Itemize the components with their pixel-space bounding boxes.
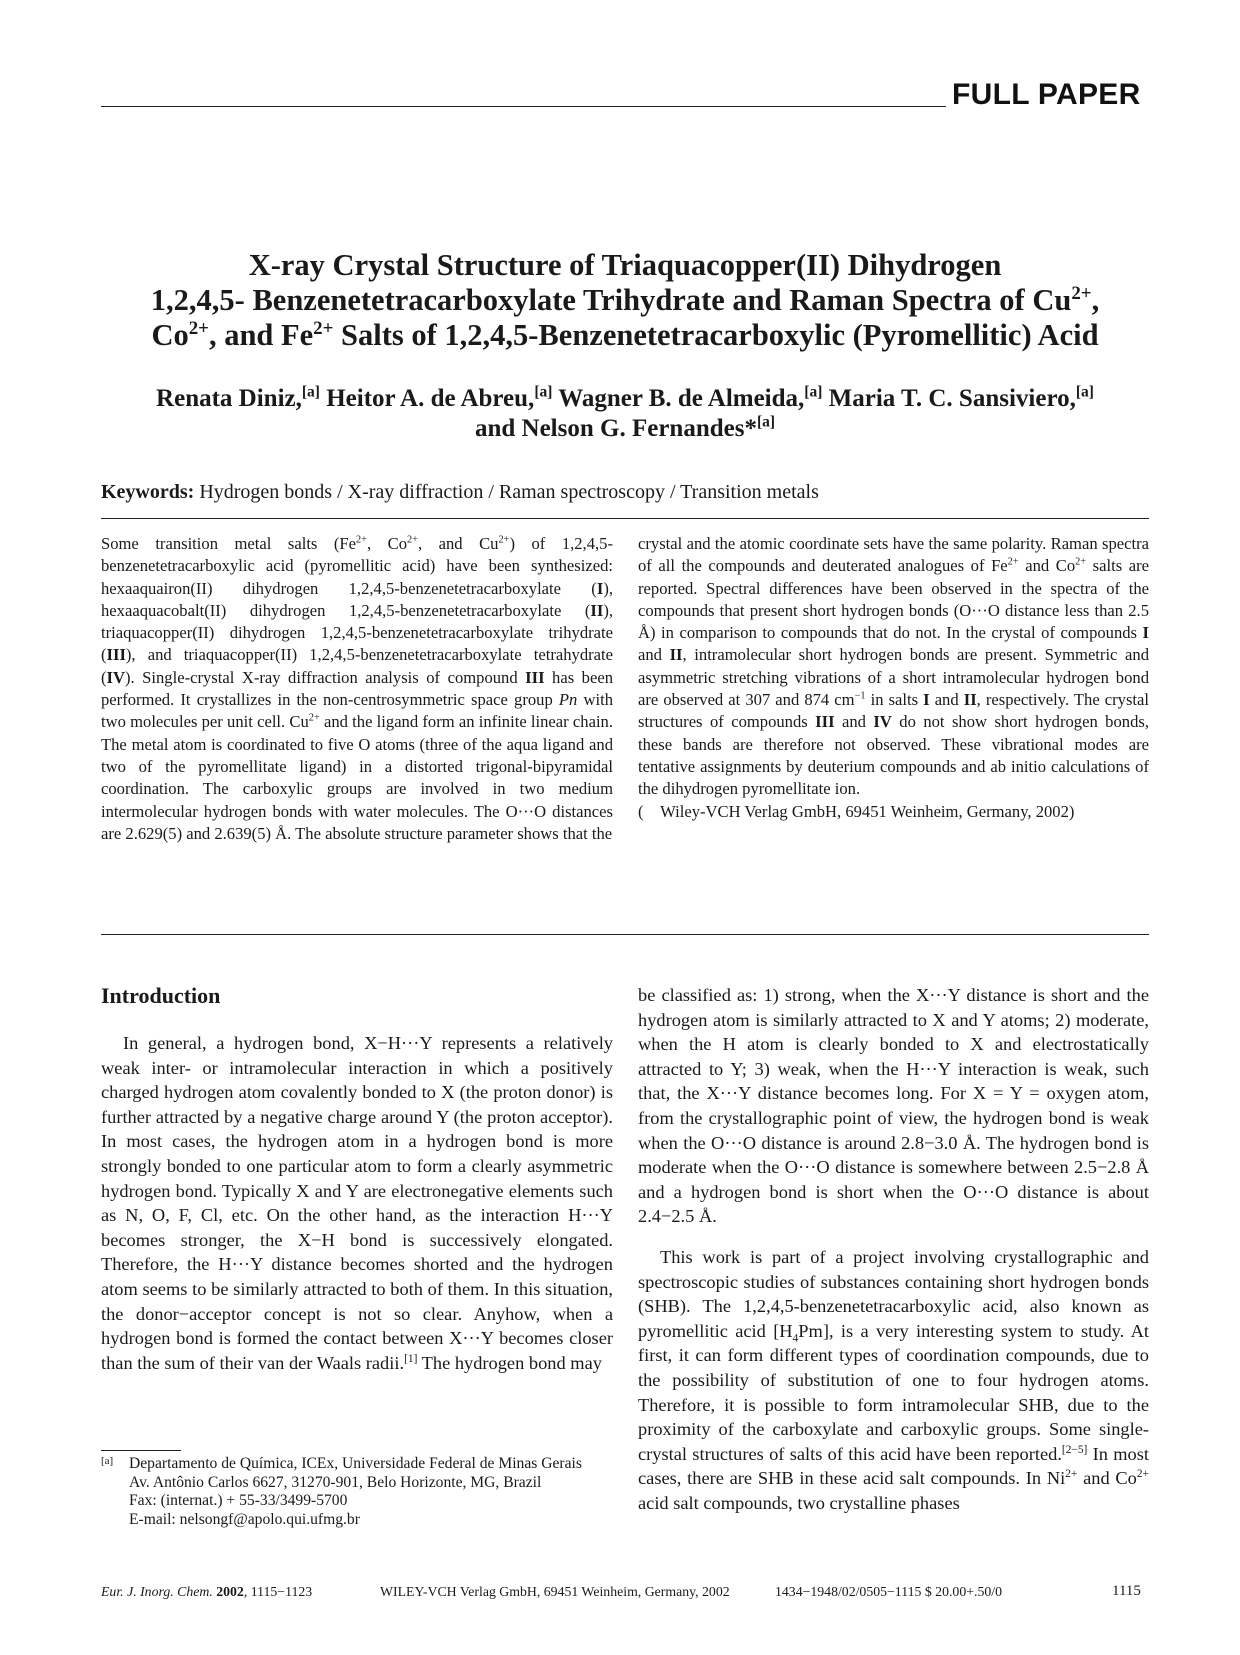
keywords-text: Hydrogen bonds / X-ray diffraction / Raman spectroscopy / Transition metals bbox=[199, 481, 819, 503]
journal-citation: Eur. J. Inorg. Chem. 2002, 1115−1123 bbox=[101, 1584, 313, 1599]
abstract-right-column: crystal and the atomic coordinate sets have the same polarity. Raman spectra of all the compounds and deuterated analogues of $Fe^{2+}$ and $Co^{2+}$ salts are reported. Spectral differences have been observed in the spectra of the compounds that present short hydrogen bonds (O···O distance less than 2.5 Å) in comparison to compounds that do not. In the crystal of compounds I and II, intramolecular short hydrogen bonds are present. Symmetric and asymmetric stretching vibrations of a short intramolecular hydrogen bond are observed at 307 and 874 $cm^{-1}$ in salts I and II, respectively. The crystal structures of compounds III and IV do not show short hydrogen bonds, these bands are therefore not observed. These vibrational modes are tentative assignments by deuterium compounds and ab initio calculations of the dihydrogen pyromellitate ion. ( Wiley-VCH Verlag GmbH, 69451 Weinheim, Germany, 2002) bbox=[638, 534, 1149, 821]
title-line-1: X-ray Crystal Structure of Triaquacopper(II) Dihydrogen bbox=[248, 248, 1002, 282]
affiliation-footnote: [a] Departamento de Química, ICEx, Universidade Federal de Minas Gerais Av. Antônio Carlos 6627, 31270-901, Belo Horizonte, MG, Brazil Fax: (internat.) + 55-33/3499-5700 E-mail: nelsongf@apolo.qui.ufmg.br bbox=[101, 1455, 613, 1529]
header-rule bbox=[101, 106, 946, 107]
page-number: 1115 bbox=[1112, 1583, 1141, 1599]
citation: [2−5] bbox=[1061, 1443, 1088, 1456]
abstract-bottom-rule bbox=[101, 934, 1149, 935]
intro-left-column bbox=[101, 1031, 613, 1375]
footnote-rule bbox=[101, 1450, 181, 1451]
abstract-top-rule bbox=[101, 518, 1149, 519]
email: E-mail: nelsongf@apolo.qui.ufmg.br bbox=[129, 1510, 360, 1528]
author-list: Renata Diniz,[a] Heitor A. de Abreu,[a] Wagner B. de Almeida,[a] Maria T. C. Sansiviero,[a] and Nelson G. Fernandes*[a] bbox=[156, 383, 1094, 442]
section-heading: Introduction bbox=[101, 983, 221, 1008]
article-code: 1434−1948/02/0505−1115 $ 20.00+.50/0 bbox=[775, 1584, 1002, 1599]
author: Renata Diniz, bbox=[156, 385, 302, 412]
paragraph: This work is part of a project involving crystallographic and spectroscopic studies of substances containing short hydrogen bonds (SHB). The 1,2,4,5-benzenetetracarboxylic acid, also known as pyromellitic acid $[H_4Pm]$, is a very interesting system to study. At first, it can form different types of coordination compounds, due to the possibility of substitution of one to four hydrogen atoms. Therefore, it is possible to form intramolecular SHB, due to the proximity of the carboxylate and carboxylic groups. Some single-crystal structures of salts of this acid have been reported.[2−5] In most cases, there are SHB in these acid salt compounds. In $Ni^{2+}$ and $Co^{2+}$ acid salt compounds, two crystalline phases bbox=[638, 1246, 1149, 1513]
author: Wagner B. de Almeida, bbox=[558, 385, 805, 412]
paragraph: be classified as: 1) strong, when the X···Y distance is short and the hydrogen atom is similarly attracted to X and Y atoms; 2) moderate, when the H atom is clearly bonded to X and electrostatically attracted to Y; 3) weak, when the H···Y interaction is weak, such that, the X···Y distance becomes long. For X = Y = oxygen atom, from the crystallographic point of view, the hydrogen bond is weak when the O···O distance is around 2.8−3.0 Å. The hydrogen bond is moderate when the O···O distance is somewhere between 2.5−2.8 Å and a hydrogen bond is short when the O···O distance is about 2.4−2.5 Å. bbox=[638, 985, 1149, 1227]
author: Maria T. C. Sansiviero, bbox=[828, 385, 1076, 412]
footnote-mark: [a] bbox=[101, 1455, 114, 1467]
copyright-line: ( Wiley-VCH Verlag GmbH, 69451 Weinheim, Germany, 2002) bbox=[638, 801, 1075, 821]
publisher-line: WILEY-VCH Verlag GmbH, 69451 Weinheim, Germany, 2002 bbox=[380, 1584, 730, 1599]
keywords bbox=[101, 481, 1149, 504]
paragraph: In general, a hydrogen bond, X−H···Y represents a relatively weak inter- or intramolecular interaction in which a positively charged hydrogen atom covalently bonded to X (the proton donor) is further attracted by a negative charge around Y (the proton acceptor). In most cases, the hydrogen atom in a hydrogen bond is more strongly bonded to one particular atom to form a clearly asymmetric hydrogen bond. Typically X and Y are electronegative elements such as N, O, F, Cl, etc. On the other hand, as the interaction H···Y becomes stronger, the X−H bond is successively elongated. Therefore, the H···Y distance becomes shorted and the hydrogen atom seems to be similarly attracted to both of them. In this situation, the donor−acceptor concept is not so clear. Anyhow, when a hydrogen bond is formed the contact between X···Y becomes closer than the sum of their van der Waals radii.[1] The hydrogen bond may bbox=[101, 1033, 613, 1373]
author: and Nelson G. Fernandes* bbox=[474, 415, 757, 442]
keywords-label: Keywords: bbox=[101, 481, 195, 503]
citation: [1] bbox=[404, 1352, 418, 1365]
paper-title: X-ray Crystal Structure of Triaquacopper(II) Dihydrogen 1,2,4,5- Benzenetetracarboxylate Trihydrate and Raman Spectra of $Cu^{2+}$, $Co^{2+}$, and $Fe^{2+}$ Salts of 1,2,4,5-Benzenetetracarboxylic (Pyromellitic) Acid bbox=[150, 248, 1100, 352]
section-label: FULL PAPER bbox=[952, 78, 1141, 111]
abstract-left-column: Some transition metal salts ($Fe^{2+}$, $Co^{2+}$, and $Cu^{2+}$) of 1,2,4,5-benzenetetracarboxylic acid (pyromellitic acid) have been synthesized: hexaaquairon(II) dihydrogen 1,2,4,5-benzenetetracarboxylate (I), hexaaquacobalt(II) dihydrogen 1,2,4,5-benzenetetracarboxylate (II), triaquacopper(II) dihydrogen 1,2,4,5-benzenetetracarboxylate trihydrate (III), and triaquacopper(II) 1,2,4,5-benzenetetracarboxylate tetrahydrate (IV). Single-crystal X-ray diffraction analysis of compound III has been performed. It crystallizes in the non-centrosymmetric space group Pn with two molecules per unit cell. $Cu^{2+}$ and the ligand form an infinite linear chain. The metal atom is coordinated to five O atoms (three of the aqua ligand and two of the pyromellitate ligand) in a distorted trigonal-bipyramidal coordination. The carboxylic groups are involved in two medium intermolecular hydrogen bonds with water molecules. The O···O distances are 2.629(5) and 2.639(5) Å. The absolute structure parameter shows that the bbox=[101, 534, 613, 843]
author: Heitor A. de Abreu, bbox=[326, 385, 535, 412]
intro-right-column bbox=[638, 983, 1149, 1515]
